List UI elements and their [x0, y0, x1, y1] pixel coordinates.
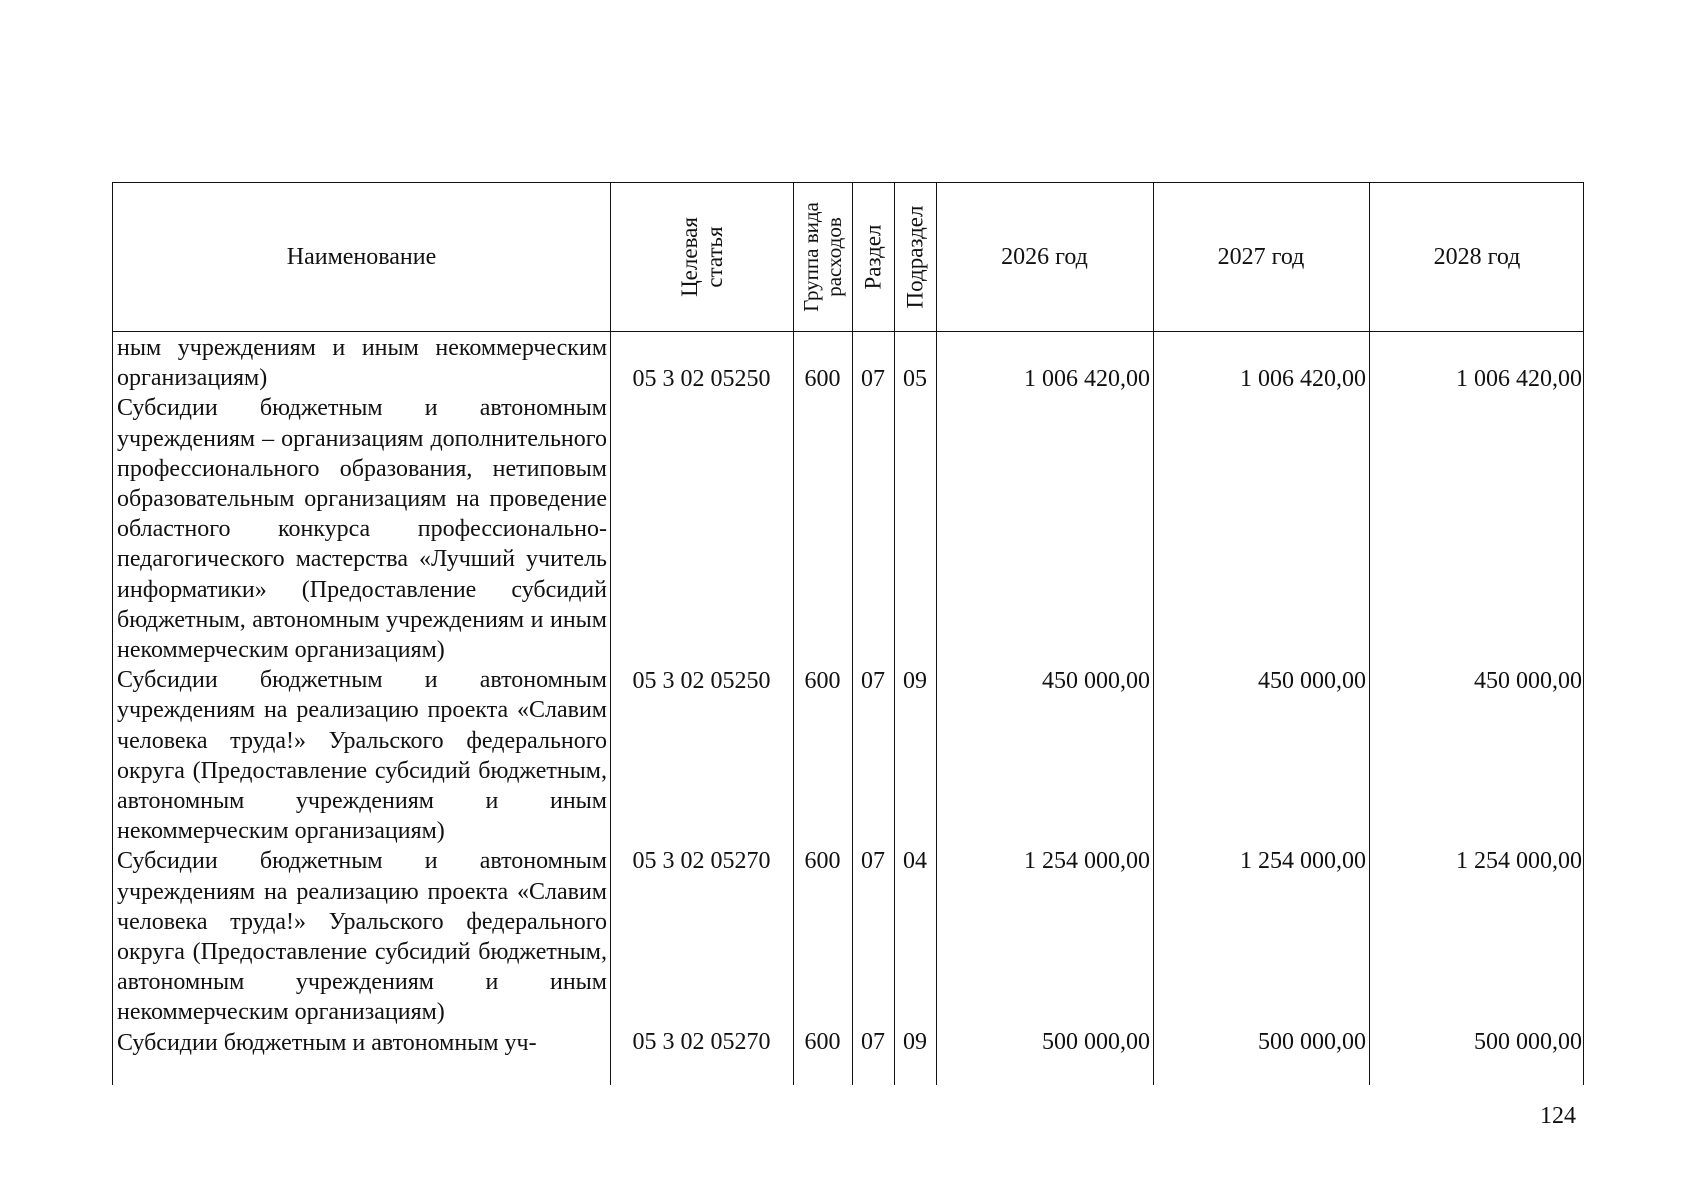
amount-2027: 1 006 420,00: [1240, 366, 1366, 392]
description-text: ным учреждениям и иным некоммерческим организациям): [117, 335, 607, 392]
expense-group: 600: [804, 1029, 841, 1055]
target-code: 05 3 02 05270: [632, 848, 771, 874]
section-code: 07: [861, 366, 885, 392]
header-target-line1: Целевая: [676, 217, 702, 297]
expense-group: 600: [804, 668, 841, 694]
target-code: 05 3 02 05250: [632, 668, 771, 694]
page-number: 124: [1540, 1103, 1576, 1129]
header-2026: 2026 год: [1001, 243, 1088, 270]
header-target: [610, 183, 793, 331]
amount-2026: 450 000,00: [1042, 668, 1150, 694]
section-code: 07: [861, 848, 885, 874]
expense-group: 600: [804, 366, 841, 392]
header-section-label: Раздел: [860, 224, 886, 290]
amount-2028: 1 006 420,00: [1456, 366, 1582, 392]
subsection-code: 09: [903, 1029, 927, 1055]
description-text: Субсидии бюджетным и автономным учреждениям на реализацию проекта «Славим человека труда!» Уральского федерального округа (Предоставление субсидий бюджетным, автономным учреждениям и иным некоммерческим организациям): [117, 848, 607, 1026]
header-subsection: [894, 183, 936, 331]
target-code: 05 3 02 05250: [632, 366, 771, 392]
description-text: Субсидии бюджетным и автономным учреждениям на реализацию проекта «Славим человека труда!» Уральского федерального округа (Предоставление субсидий бюджетным, автономным учреждениям и иным некоммерческим организациям): [117, 667, 607, 845]
section-code: 07: [861, 668, 885, 694]
amount-2026: 1 254 000,00: [1024, 848, 1150, 874]
amount-2028: 450 000,00: [1474, 668, 1582, 694]
header-divider: [113, 331, 1583, 332]
amount-2026: 500 000,00: [1042, 1029, 1150, 1055]
amount-2028: 500 000,00: [1474, 1029, 1582, 1055]
amount-2027: 1 254 000,00: [1240, 848, 1366, 874]
description-text: Субсидии бюджетным и автономным учреждениям – организациям дополнительного профессионального образования, нетиповым образовательным организациям на проведение областного конкурса профессионально-педагогического мастерства «Лучший учитель информатики» (Предоставление субсидий бюджетным, автономным учреждениям и иным некоммерческим организациям): [117, 395, 607, 664]
header-section: [852, 183, 894, 331]
budget-table: [112, 182, 1584, 1085]
header-name: Наименование: [286, 243, 437, 270]
subsection-code: 05: [903, 366, 927, 392]
subsection-code: 04: [903, 848, 927, 874]
header-group-line1: Группа вида: [798, 202, 823, 312]
subsection-code: 09: [903, 668, 927, 694]
header-target-line2: статья: [701, 226, 727, 288]
header-group-line2: расходов: [821, 217, 846, 297]
header-group: [793, 183, 852, 331]
description-text: Субсидии бюджетным и автономным уч-: [117, 1029, 537, 1056]
amount-2027: 450 000,00: [1258, 668, 1366, 694]
section-code: 07: [861, 1029, 885, 1055]
target-code: 05 3 02 05270: [632, 1029, 771, 1055]
amount-2026: 1 006 420,00: [1024, 366, 1150, 392]
header-subsection-label: Подраздел: [902, 205, 928, 309]
amount-2028: 1 254 000,00: [1456, 848, 1582, 874]
header-2028: 2028 год: [1433, 243, 1521, 270]
header-2027: 2027 год: [1217, 243, 1305, 270]
amount-2027: 500 000,00: [1258, 1029, 1366, 1055]
description-column: [117, 333, 607, 1058]
expense-group: 600: [804, 848, 841, 874]
